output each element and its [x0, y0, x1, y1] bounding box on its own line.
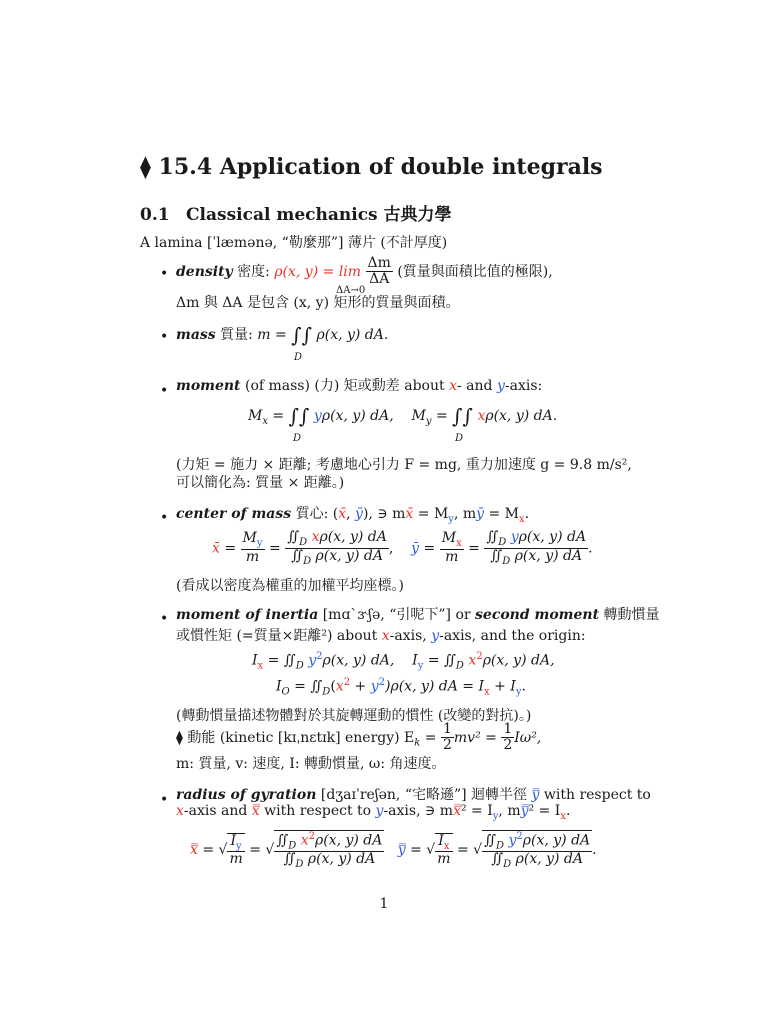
region-label: D	[294, 352, 303, 363]
density-rho: ρ(x, y) = lim	[274, 263, 362, 280]
mass-integrand: ρ(x, y) dA.	[316, 327, 389, 343]
moment-line: moment (of mass) (力) 矩或動差 about x- and y-axis:	[176, 378, 543, 394]
density-term: density	[176, 263, 233, 280]
inertia-line1: moment of inertia [mɑˋɝʃə, “引呢下”] or second moment 轉動慣量	[176, 607, 660, 623]
gyration-equation: x̿ = √ $\frac{I_y}{m}$ = √ $\frac{∬_D x^2\rho(x, y) dA}{∬_D \rho(x, y) dA}$ y̿ = √ $\frac{I_x}{m}$ = √ $\frac{∬_D y^2\rho(x, y) dA}{∬_D \rho(x, y) dA}$ .	[190, 831, 597, 871]
kinetic-legend: m: 質量, v: 速度, I: 轉動慣量, ω: 角速度。	[176, 756, 446, 772]
bullet-icon: •	[160, 266, 169, 282]
center-line: center of mass 質心: (x̄, ȳ), ∋ mx̄ = $M_y$, mȳ = $M_x$.	[176, 506, 530, 525]
bullet-icon: •	[160, 383, 169, 399]
section-heading	[140, 154, 603, 180]
bullet-icon: •	[160, 329, 169, 345]
center-equation: x̄ = $\frac{M_y}{m}$ = $\frac{∬_D x\rho(x, y) dA}{∬_D \rho(x, y) dA}$ , ȳ = $\frac{M_x}{m}$ = $\frac{∬_D y\rho(x, y) dA}{∬_D \rho(x, y) dA}$ .	[212, 529, 593, 567]
page-number: 1	[379, 896, 389, 912]
density-fraction: $\frac{\Delta m}{\Delta A}$	[367, 255, 391, 288]
mass-zh: 質量:	[215, 327, 258, 343]
inertia-eq1: $I_x$ = $∬_D$ $y^2\rho(x$, y) dA, $I_y$ = $∬_D$ $x^2\rho(x$, y) dA,	[252, 651, 555, 672]
bullet-icon: •	[160, 611, 169, 627]
mass-term: mass	[176, 327, 216, 343]
section-title: 15.4 Application of double integrals	[158, 154, 603, 180]
center-note: (看成以密度為權重的加權平均座標。)	[176, 578, 404, 594]
moment-note2: 可以簡化為: 質量 × 距離。)	[176, 475, 345, 491]
density-line2: Δm 與 ΔA 是包含 (x, y) 矩形的質量與面積。	[176, 295, 460, 311]
subsection-number: 0.1	[140, 205, 170, 225]
mass-line	[176, 323, 388, 347]
density-zh: 密度:	[232, 263, 275, 280]
inertia-line2: 或慣性矩 (=質量×距離²) about x-axis, y-axis, and the origin:	[176, 628, 586, 644]
bullet-icon: •	[160, 792, 169, 808]
subsection-title: Classical mechanics 古典力學	[186, 205, 452, 225]
moment-note1: (力矩 = 施力 × 距離; 考慮地心引力 F = mg, 重力加速度 g = 9.8 m/s²,	[176, 457, 632, 473]
intro-line: A lamina [ˈlæmənə, “勒麼那”] 薄片 (不計厚度)	[140, 235, 448, 251]
density-tail: (質量與面積比值的極限),	[392, 263, 553, 280]
gyration-line2: x-axis and x̿ with respect to y-axis, ∋ mx̿² = $I_y$, my̿² = $I_x$.	[176, 803, 571, 822]
density-limit-sub: ΔA→0	[336, 285, 366, 296]
mass-lhs: m =	[257, 327, 287, 343]
gyration-line1: radius of gyration [dʒaɪˈreʃən, “宅略遜”] 迴轉半徑 y̿ with respect to	[176, 787, 651, 803]
inertia-note: (轉動慣量描述物體對於其旋轉運動的慣性 (改變的對抗)。)	[176, 708, 532, 724]
subsection-heading	[140, 200, 452, 225]
region-label: D	[293, 433, 302, 444]
diamond-icon: ⧫	[140, 154, 151, 180]
double-integral-icon: ∫∫	[288, 404, 310, 428]
double-integral-icon: ∫∫	[452, 404, 473, 428]
double-integral-icon: ∫∫	[291, 323, 313, 347]
bullet-icon: •	[160, 510, 169, 526]
moment-equation: $M_x$ = ∫∫ yρ(x, y) dA, $M_y$ = ∫∫ xρ(x, y) dA.	[248, 404, 558, 428]
inertia-eq2: $I_O$ = $∬_D(x^2 + y^2)\rho(x$, y) dA = $I_x + I_y$.	[276, 677, 526, 698]
density-line	[176, 256, 553, 288]
kinetic-energy-line: ⧫ 動能 (kinetic [kɪˌnɛtɪk] energy) $E_k$ = $\frac{1}{2}$ mv² = $\frac{1}{2}$ Iω²,	[176, 721, 542, 754]
region-label: D	[455, 433, 464, 444]
